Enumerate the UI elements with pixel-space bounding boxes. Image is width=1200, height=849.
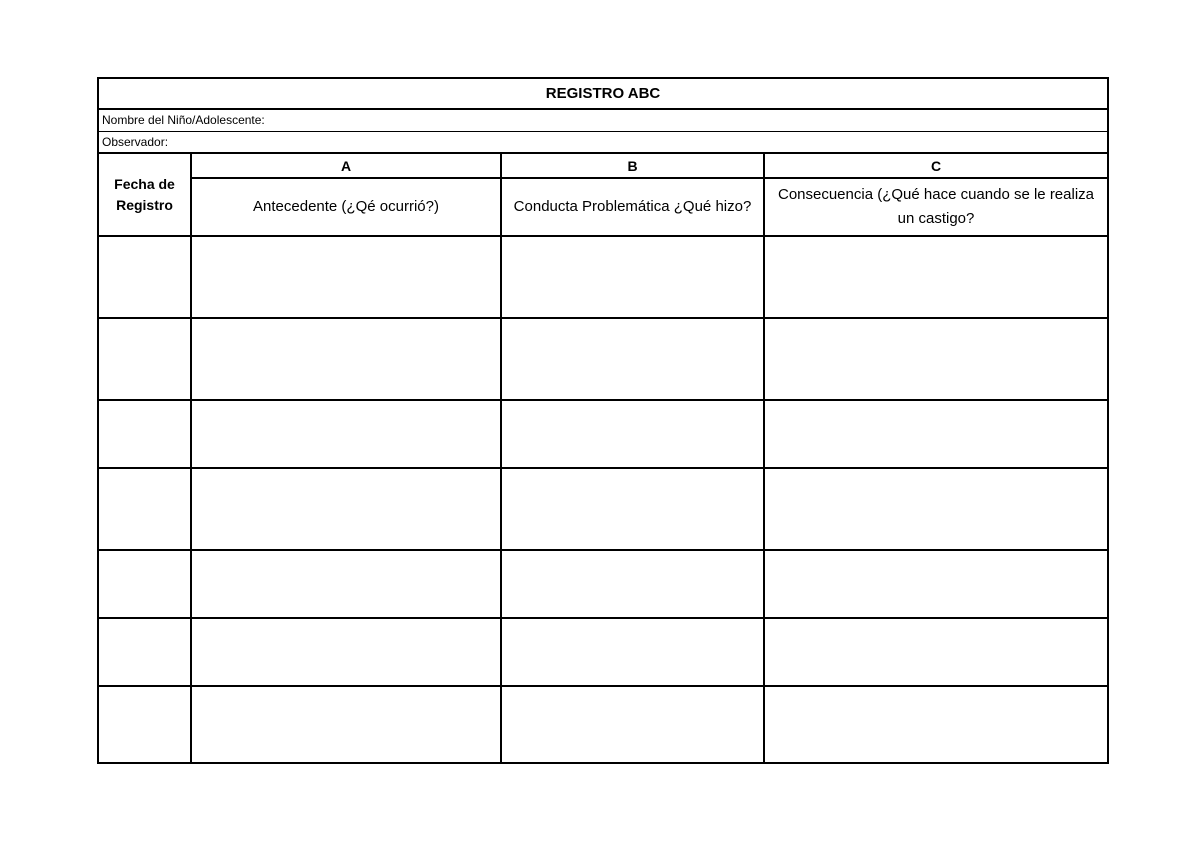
child-name-field[interactable]: Nombre del Niño/Adolescente: xyxy=(98,109,1108,131)
antecedent-cell[interactable] xyxy=(191,236,501,318)
abc-record-sheet xyxy=(97,77,1107,770)
behavior-cell[interactable] xyxy=(501,686,764,763)
consequence-cell[interactable] xyxy=(764,318,1108,400)
date-cell[interactable] xyxy=(98,686,191,763)
behavior-cell[interactable] xyxy=(501,618,764,686)
behavior-cell[interactable] xyxy=(501,550,764,618)
date-cell[interactable] xyxy=(98,468,191,550)
date-cell[interactable] xyxy=(98,400,191,468)
behavior-header: Conducta Problemática ¿Qué hizo? xyxy=(501,178,764,236)
consequence-cell[interactable] xyxy=(764,618,1108,686)
behavior-cell[interactable] xyxy=(501,236,764,318)
consequence-header: Consecuencia (¿Qué hace cuando se le realiza un castigo? xyxy=(764,178,1108,236)
document-title: REGISTRO ABC xyxy=(98,78,1108,109)
date-cell[interactable] xyxy=(98,550,191,618)
column-letter-a: A xyxy=(191,153,501,178)
observer-field[interactable]: Observador: xyxy=(98,131,1108,153)
behavior-cell[interactable] xyxy=(501,468,764,550)
antecedent-cell[interactable] xyxy=(191,468,501,550)
column-letter-b: B xyxy=(501,153,764,178)
table-row xyxy=(98,468,1108,550)
consequence-cell[interactable] xyxy=(764,686,1108,763)
consequence-cell[interactable] xyxy=(764,400,1108,468)
consequence-cell[interactable] xyxy=(764,550,1108,618)
consequence-cell[interactable] xyxy=(764,236,1108,318)
table-row xyxy=(98,686,1108,763)
table-row xyxy=(98,400,1108,468)
antecedent-cell[interactable] xyxy=(191,550,501,618)
consequence-cell[interactable] xyxy=(764,468,1108,550)
antecedent-cell[interactable] xyxy=(191,400,501,468)
antecedent-cell[interactable] xyxy=(191,318,501,400)
behavior-cell[interactable] xyxy=(501,318,764,400)
date-column-header: Fecha de Registro xyxy=(98,153,191,236)
behavior-cell[interactable] xyxy=(501,400,764,468)
table-row xyxy=(98,550,1108,618)
date-cell[interactable] xyxy=(98,236,191,318)
antecedent-cell[interactable] xyxy=(191,618,501,686)
date-cell[interactable] xyxy=(98,318,191,400)
table-row xyxy=(98,318,1108,400)
table-row xyxy=(98,618,1108,686)
date-cell[interactable] xyxy=(98,618,191,686)
column-letter-c: C xyxy=(764,153,1108,178)
antecedent-header: Antecedente (¿Qé ocurrió?) xyxy=(191,178,501,236)
table-row xyxy=(98,236,1108,318)
antecedent-cell[interactable] xyxy=(191,686,501,763)
abc-record-table xyxy=(97,77,1109,764)
